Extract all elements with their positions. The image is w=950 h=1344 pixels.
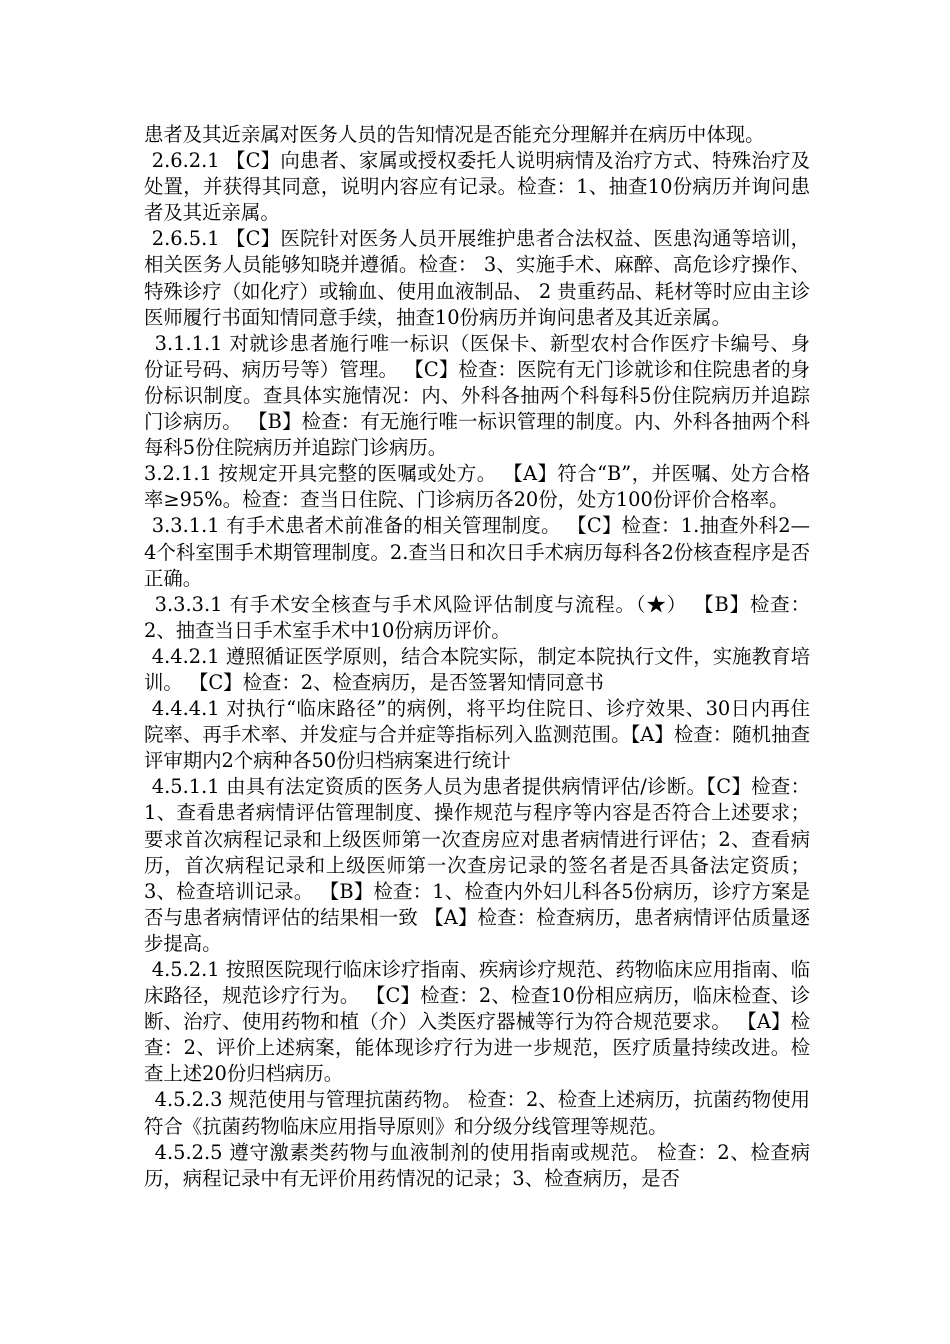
paragraph-4-5-1-1: 4.5.1.1 由具有法定资质的医务人员为患者提供病情评估/诊断。【C】检查：1、查看患者病情评估管理制度、操作规范与程序等内容是否符合上述要求；要求首次病程记录和上级医师第一次查房应对患者病情进行评估；2、查看病历，首次病程记录和上级医师第一次查房记录的签名者是否具备法定资质；3、检查培训记录。 【B】检查：1、检查内外妇儿科各5份病历，诊疗方案是否与患者病情评估的结果相一致 【A】检查：检查病历，患者病情评估质量逐步提高。 [144,775,810,955]
paragraph-2-6-2-1: 2.6.2.1 【C】向患者、家属或授权委托人说明病情及治疗方式、特殊治疗及处置，并获得其同意，说明内容应有记录。检查：1、抽查10份病历并询问患者及其近亲属。 [144,149,810,225]
paragraph-3-3-3-1: 3.3.3.1 有手术安全核查与手术风险评估制度与流程。（★） 【B】检查：2、抽查当日手术室手术中10份病历评价。 [144,592,810,642]
paragraph-4-4-4-1: 4.4.4.1 对执行“临床路径”的病例，将平均住院日、诊疗效果、30日内再住院率、再手术率、并发症与合并症等指标列入监测范围。【A】检查：随机抽查评审期内2个病种各50份归档病案进行统计 [144,697,810,773]
document-page [144,122,810,1192]
paragraph-4-5-2-5: 4.5.2.5 遵守激素类药物与血液制剂的使用指南或规范。 检查：2、检查病历，病程记录中有无评价用药情况的记录；3、检查病历，是否 [144,1140,810,1190]
paragraph-2-6-5-1: 2.6.5.1 【C】医院针对医务人员开展维护患者合法权益、医患沟通等培训，相关医务人员能够知晓并遵循。检查： 3、实施手术、麻醉、高危诊疗操作、特殊诊疗（如化疗）或输血、使用血液制品、 2 贵重药品、耗材等时应由主诊医师履行书面知情同意手续，抽查10份病历并询问患者及其近亲属。 [144,227,810,329]
paragraph-4-5-2-3: 4.5.2.3 规范使用与管理抗菌药物。 检查：2、检查上述病历，抗菌药物使用符合《抗菌药物临床应用指导原则》和分级分线管理等规范。 [144,1088,810,1138]
paragraph-3-2-1-1: 3.2.1.1 按规定开具完整的医嘱或处方。 【A】符合“B”，并医嘱、处方合格率≥95%。检查：查当日住院、门诊病历各20份，处方100份评价合格率。 [144,462,810,512]
paragraph-3-1-1-1: 3.1.1.1 对就诊患者施行唯一标识（医保卡、新型农村合作医疗卡编号、身份证号码、病历号等）管理。 【C】检查：医院有无门诊就诊和住院患者的身份标识制度。查具体实施情况：内、外科各抽两个科每科5份住院病历并追踪门诊病历。 【B】检查：有无施行唯一标识管理的制度。内、外科各抽两个科每科5份住院病历并追踪门诊病历。 [144,331,810,460]
paragraph-4-5-2-1: 4.5.2.1 按照医院现行临床诊疗指南、疾病诊疗规范、药物临床应用指南、临床路径，规范诊疗行为。 【C】检查：2、检查10份相应病历，临床检查、诊断、治疗、使用药物和植（介）入类医疗器械等行为符合规范要求。 【A】检查：2、评价上述病案，能体现诊疗行为进一步规范，医疗质量持续改进。检查上述20份归档病历。 [144,958,810,1086]
paragraph-3-3-1-1: 3.3.1.1 有手术患者术前准备的相关管理制度。 【C】检查：1.抽查外科2—4个科室围手术期管理制度。2.查当日和次日手术病历每科各2份核查程序是否正确。 [144,514,810,590]
paragraph-4-4-2-1: 4.4.2.1 遵照循证医学原则，结合本院实际，制定本院执行文件，实施教育培训。 【C】检查：2、检查病历，是否签署知情同意书 [144,644,810,694]
paragraph-informed-consent-intro: 患者及其近亲属对医务人员的告知情况是否能充分理解并在病历中体现。 [144,123,765,146]
